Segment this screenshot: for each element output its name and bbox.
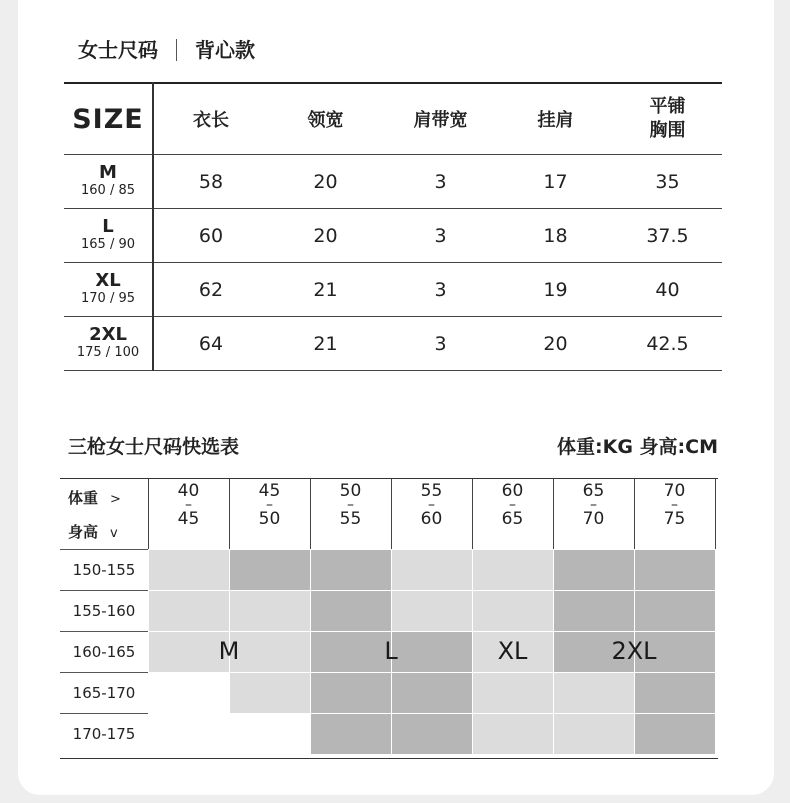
- range-dash: –: [671, 497, 678, 513]
- value-cell: 21: [268, 317, 383, 371]
- size-code: M: [99, 162, 117, 183]
- grid-cell: [310, 549, 391, 590]
- value-cell: 37.5: [613, 209, 722, 263]
- weight-range-header: [634, 483, 715, 528]
- table-row: [64, 317, 722, 371]
- range-dash: –: [590, 497, 597, 513]
- weight-to: 45: [177, 509, 200, 529]
- height-range-label: 170-175: [60, 713, 148, 755]
- range-dash: –: [509, 497, 516, 513]
- grid-cell: [148, 672, 229, 713]
- column-header-armhole: 挂肩: [498, 83, 613, 155]
- weight-from: 70: [663, 481, 686, 501]
- range-dash: –: [185, 497, 192, 513]
- column-header-neck-width: 领宽: [268, 83, 383, 155]
- height-bust: 160 / 85: [81, 183, 135, 198]
- grid-cell: [391, 672, 472, 713]
- value-cell: 20: [268, 155, 383, 209]
- height-range-label: 155-160: [60, 590, 148, 632]
- size-code: 2XL: [89, 324, 127, 345]
- weight-label: 体重: [68, 489, 99, 507]
- value-cell: 20: [498, 317, 613, 371]
- header-divider: [715, 479, 716, 549]
- column-header-length: 衣长: [153, 83, 268, 155]
- height-range-label: 160-165: [60, 631, 148, 673]
- weight-from: 65: [582, 481, 605, 501]
- grid-cell: [148, 713, 229, 754]
- weight-from: 45: [258, 481, 281, 501]
- value-cell: 3: [383, 263, 498, 317]
- grid-cell: [310, 672, 391, 713]
- value-cell: 20: [268, 209, 383, 263]
- weight-to: 65: [501, 509, 524, 529]
- value-cell: 42.5: [613, 317, 722, 371]
- grid-cell: [229, 672, 310, 713]
- weight-range-header: [391, 483, 472, 528]
- value-cell: 3: [383, 155, 498, 209]
- weight-to: 60: [420, 509, 443, 529]
- weight-range-header: [472, 483, 553, 528]
- grid-cell: [148, 590, 229, 631]
- value-cell: 35: [613, 155, 722, 209]
- weight-to: 75: [663, 509, 686, 529]
- weight-axis-label: [68, 487, 121, 508]
- grid-cell: [391, 590, 472, 631]
- value-cell: 60: [153, 209, 268, 263]
- height-bust: 165 / 90: [81, 237, 135, 252]
- grid-cell: [634, 713, 715, 754]
- heading-vest-style: 背心款: [195, 38, 255, 62]
- value-cell: 21: [268, 263, 383, 317]
- table-row: [64, 155, 722, 209]
- weight-from: 60: [501, 481, 524, 501]
- table-row: [64, 209, 722, 263]
- grid-cell: [472, 713, 553, 754]
- grid-cell: [229, 590, 310, 631]
- heading-divider: [176, 39, 177, 61]
- size-code: XL: [95, 270, 121, 291]
- weight-from: 40: [177, 481, 200, 501]
- grid-cell: [472, 549, 553, 590]
- value-cell: 18: [498, 209, 613, 263]
- size-region-label: XL: [497, 637, 528, 665]
- grid-cell: [634, 549, 715, 590]
- grid-cell: [391, 549, 472, 590]
- grid-cell: [553, 672, 634, 713]
- grid-cell: [310, 713, 391, 754]
- grid-cell: [553, 549, 634, 590]
- quick-pick-grid: [60, 478, 718, 759]
- weight-from: 55: [420, 481, 443, 501]
- weight-from: 50: [339, 481, 362, 501]
- weight-range-header: [553, 483, 634, 528]
- grid-cell: [553, 590, 634, 631]
- height-bust: 175 / 100: [76, 345, 140, 360]
- grid-cell: [472, 590, 553, 631]
- down-arrow-icon: v: [110, 526, 118, 541]
- weight-to: 70: [582, 509, 605, 529]
- size-region-label: L: [384, 637, 398, 665]
- grid-cell: [391, 713, 472, 754]
- weight-range-header: [310, 483, 391, 528]
- weight-to: 50: [258, 509, 281, 529]
- grid-cell: [472, 672, 553, 713]
- range-dash: –: [347, 497, 354, 513]
- height-range-label: 150-155: [60, 549, 148, 591]
- weight-range-header: [229, 483, 310, 528]
- column-header-chest: 平铺 胸围: [613, 83, 722, 155]
- height-range-label: 165-170: [60, 672, 148, 714]
- range-dash: –: [266, 497, 273, 513]
- value-cell: 40: [613, 263, 722, 317]
- range-dash: –: [428, 497, 435, 513]
- value-cell: 17: [498, 155, 613, 209]
- size-column-header: SIZE: [64, 83, 153, 155]
- value-cell: 3: [383, 317, 498, 371]
- size-cell: [64, 155, 153, 209]
- grid-cell: [310, 590, 391, 631]
- grid-cell: [229, 713, 310, 754]
- size-code: L: [102, 216, 114, 237]
- right-arrow-icon: >: [110, 492, 121, 507]
- section-heading: [78, 34, 255, 66]
- heading-women-size: 女士尺码: [78, 38, 158, 62]
- size-cell: [64, 209, 153, 263]
- size-region-label: 2XL: [611, 637, 657, 665]
- column-header-strap-width: 肩带宽: [383, 83, 498, 155]
- value-cell: 3: [383, 209, 498, 263]
- value-cell: 58: [153, 155, 268, 209]
- value-cell: 19: [498, 263, 613, 317]
- value-cell: 64: [153, 317, 268, 371]
- weight-to: 55: [339, 509, 362, 529]
- grid-cell: [634, 672, 715, 713]
- grid-cell: [553, 713, 634, 754]
- size-cell: [64, 317, 153, 371]
- value-cell: 62: [153, 263, 268, 317]
- grid-cell: [229, 549, 310, 590]
- grid-cell: [634, 590, 715, 631]
- height-bust: 170 / 95: [81, 291, 135, 306]
- height-axis-label: [68, 521, 118, 542]
- size-region-label: M: [218, 637, 240, 665]
- height-label: 身高: [68, 523, 99, 541]
- quick-pick-units: 体重:KG 身高:CM: [557, 436, 718, 458]
- size-table-header: [64, 83, 722, 155]
- grid-cell: [148, 549, 229, 590]
- table-row: [64, 263, 722, 317]
- size-cell: [64, 263, 153, 317]
- weight-range-header: [148, 483, 229, 528]
- quick-pick-title: 三枪女士尺码快选表: [68, 436, 240, 458]
- size-table: [64, 82, 722, 371]
